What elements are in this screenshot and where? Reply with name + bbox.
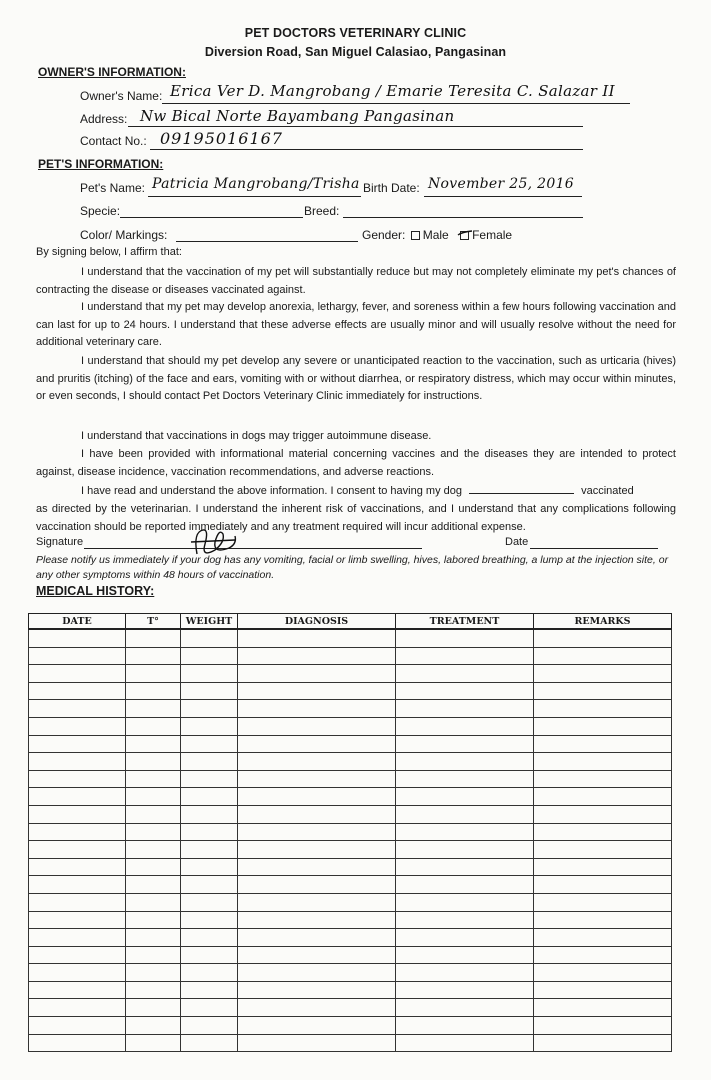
column-header-date: DATE bbox=[29, 614, 126, 630]
gender-label: Gender: bbox=[362, 228, 406, 242]
table-cell[interactable] bbox=[238, 1034, 396, 1052]
table-cell[interactable] bbox=[396, 876, 534, 894]
table-cell[interactable] bbox=[238, 964, 396, 982]
table-cell[interactable] bbox=[181, 893, 238, 911]
table-cell[interactable] bbox=[126, 929, 181, 947]
table-row bbox=[29, 665, 672, 683]
color-markings-line[interactable] bbox=[176, 241, 358, 242]
table-cell[interactable] bbox=[29, 717, 126, 735]
table-cell[interactable] bbox=[126, 805, 181, 823]
table-cell[interactable] bbox=[396, 788, 534, 806]
table-cell[interactable] bbox=[126, 788, 181, 806]
table-cell[interactable] bbox=[396, 717, 534, 735]
table-cell[interactable] bbox=[126, 893, 181, 911]
table-cell[interactable] bbox=[534, 629, 672, 647]
table-cell[interactable] bbox=[126, 770, 181, 788]
checkmark-icon bbox=[457, 229, 473, 239]
table-cell[interactable] bbox=[181, 647, 238, 665]
consent-paragraph-3 bbox=[36, 353, 676, 406]
table-cell[interactable] bbox=[29, 929, 126, 947]
table-cell[interactable] bbox=[29, 753, 126, 771]
signature-label: Signature bbox=[36, 536, 84, 548]
date-line[interactable] bbox=[530, 548, 658, 549]
table-cell[interactable] bbox=[238, 929, 396, 947]
specie-line[interactable] bbox=[120, 217, 303, 218]
table-cell[interactable] bbox=[238, 805, 396, 823]
table-cell[interactable] bbox=[534, 665, 672, 683]
table-row bbox=[29, 753, 672, 771]
table-cell[interactable] bbox=[396, 1017, 534, 1035]
table-cell[interactable] bbox=[126, 735, 181, 753]
table-cell[interactable] bbox=[181, 999, 238, 1017]
clinic-name: PET DOCTORS VETERINARY CLINIC bbox=[244, 26, 467, 40]
table-cell[interactable] bbox=[126, 946, 181, 964]
table-cell[interactable] bbox=[534, 700, 672, 718]
color-markings-label: Color/ Markings: bbox=[80, 228, 168, 242]
medical-history-table bbox=[28, 613, 672, 1052]
consent-paragraph-6 bbox=[36, 483, 676, 501]
table-row bbox=[29, 647, 672, 665]
table-cell[interactable] bbox=[29, 841, 126, 859]
table-cell[interactable] bbox=[396, 665, 534, 683]
birth-date-line bbox=[424, 196, 582, 197]
table-cell[interactable] bbox=[181, 964, 238, 982]
table-cell[interactable] bbox=[181, 1034, 238, 1052]
table-cell[interactable] bbox=[238, 823, 396, 841]
consent-text-2: I understand that my pet may develop anorexia, lethargy, fever, and soreness within a few hours following vaccination and can last for up to 24 hours. I understand that these adverse effects are usually minor and will usually resolve without the need for additional veterinary care. bbox=[36, 301, 676, 348]
table-cell[interactable] bbox=[126, 911, 181, 929]
table-header-row bbox=[29, 614, 672, 630]
table-cell[interactable] bbox=[126, 1017, 181, 1035]
table-row bbox=[29, 735, 672, 753]
table-cell[interactable] bbox=[534, 893, 672, 911]
owner-name-line bbox=[162, 103, 630, 104]
consent-paragraph-1 bbox=[36, 264, 676, 299]
dog-name-line[interactable] bbox=[469, 483, 574, 494]
table-cell[interactable] bbox=[126, 999, 181, 1017]
address-line bbox=[128, 126, 583, 127]
consent-text-1: I understand that the vaccination of my pet will substantially reduce but may not completely eliminate my pet's chances of contracting the disease or diseases vaccinated against. bbox=[36, 266, 676, 296]
table-cell[interactable] bbox=[29, 770, 126, 788]
table-row bbox=[29, 946, 672, 964]
table-row bbox=[29, 770, 672, 788]
table-cell[interactable] bbox=[396, 753, 534, 771]
pet-name-label: Pet's Name: bbox=[80, 181, 145, 195]
contact-value[interactable]: 09195016167 bbox=[160, 129, 283, 148]
table-row bbox=[29, 788, 672, 806]
table-cell[interactable] bbox=[29, 682, 126, 700]
table-row bbox=[29, 841, 672, 859]
table-row bbox=[29, 717, 672, 735]
signature-line[interactable] bbox=[84, 548, 422, 549]
medical-history-rows bbox=[29, 629, 672, 1052]
table-cell[interactable] bbox=[534, 717, 672, 735]
contact-line bbox=[150, 149, 583, 150]
table-cell[interactable] bbox=[181, 753, 238, 771]
table-row bbox=[29, 1017, 672, 1035]
table-cell[interactable] bbox=[534, 753, 672, 771]
consent-text-3: I understand that should my pet develop any severe or unanticipated reaction to the vaccination, such as urticaria (hives) and pruritis (itching) of the face and ears, vomiting with or without diarrhea, or respiratory distress, which may occur within minutes, or even seconds, I should contact Pet Doctors Veterinary Clinic immediately for instructions. bbox=[36, 355, 676, 402]
table-cell[interactable] bbox=[534, 946, 672, 964]
table-cell[interactable] bbox=[534, 788, 672, 806]
table-cell[interactable] bbox=[534, 805, 672, 823]
column-header-weight: WEIGHT bbox=[181, 614, 238, 630]
consent-paragraph-5 bbox=[36, 446, 676, 481]
table-cell[interactable] bbox=[29, 1034, 126, 1052]
table-cell[interactable] bbox=[29, 911, 126, 929]
table-cell[interactable] bbox=[29, 788, 126, 806]
table-cell[interactable] bbox=[126, 647, 181, 665]
table-cell[interactable] bbox=[126, 823, 181, 841]
table-row bbox=[29, 981, 672, 999]
table-cell[interactable] bbox=[29, 858, 126, 876]
female-label: Female bbox=[472, 228, 513, 242]
table-cell[interactable] bbox=[181, 911, 238, 929]
table-cell[interactable] bbox=[181, 946, 238, 964]
consent-paragraph-2 bbox=[36, 299, 676, 352]
table-cell[interactable] bbox=[534, 841, 672, 859]
table-cell[interactable] bbox=[29, 735, 126, 753]
table-cell[interactable] bbox=[181, 665, 238, 683]
clinic-address: Diversion Road, San Miguel Calasiao, Pangasinan bbox=[204, 45, 507, 59]
table-cell[interactable] bbox=[238, 788, 396, 806]
table-cell[interactable] bbox=[534, 1034, 672, 1052]
table-cell[interactable] bbox=[396, 946, 534, 964]
table-cell[interactable] bbox=[29, 665, 126, 683]
table-cell[interactable] bbox=[181, 770, 238, 788]
table-cell[interactable] bbox=[126, 629, 181, 647]
table-cell[interactable] bbox=[238, 717, 396, 735]
table-cell[interactable] bbox=[126, 717, 181, 735]
table-cell[interactable] bbox=[238, 770, 396, 788]
table-cell[interactable] bbox=[534, 911, 672, 929]
table-cell[interactable] bbox=[396, 770, 534, 788]
table-cell[interactable] bbox=[534, 770, 672, 788]
table-cell[interactable] bbox=[534, 981, 672, 999]
table-cell[interactable] bbox=[396, 700, 534, 718]
address-label: Address: bbox=[80, 112, 128, 126]
table-cell[interactable] bbox=[126, 1034, 181, 1052]
owner-name-value[interactable]: Erica Ver D. Mangrobang / Emarie Teresita C. Salazar II bbox=[170, 82, 615, 100]
contact-label: Contact No.: bbox=[80, 134, 147, 148]
table-cell[interactable] bbox=[238, 999, 396, 1017]
table-row bbox=[29, 929, 672, 947]
table-cell[interactable] bbox=[181, 805, 238, 823]
table-cell[interactable] bbox=[238, 665, 396, 683]
table-cell[interactable] bbox=[126, 981, 181, 999]
table-row bbox=[29, 823, 672, 841]
table-cell[interactable] bbox=[238, 629, 396, 647]
table-cell[interactable] bbox=[181, 929, 238, 947]
table-cell[interactable] bbox=[126, 858, 181, 876]
table-cell[interactable] bbox=[181, 700, 238, 718]
table-row bbox=[29, 876, 672, 894]
table-cell[interactable] bbox=[396, 858, 534, 876]
table-row bbox=[29, 964, 672, 982]
breed-line[interactable] bbox=[343, 217, 583, 218]
table-cell[interactable] bbox=[534, 682, 672, 700]
pet-section-title: PET'S INFORMATION: bbox=[38, 157, 164, 171]
column-header-diagnosis: DIAGNOSIS bbox=[238, 614, 396, 630]
table-cell[interactable] bbox=[29, 700, 126, 718]
table-cell[interactable] bbox=[534, 999, 672, 1017]
owner-section-title: OWNER'S INFORMATION: bbox=[38, 65, 186, 79]
table-cell[interactable] bbox=[396, 964, 534, 982]
table-cell[interactable] bbox=[534, 858, 672, 876]
table-cell[interactable] bbox=[238, 981, 396, 999]
table-cell[interactable] bbox=[181, 735, 238, 753]
table-cell[interactable] bbox=[238, 1017, 396, 1035]
table-row bbox=[29, 1034, 672, 1052]
table-cell[interactable] bbox=[238, 858, 396, 876]
pet-name-line bbox=[148, 196, 361, 197]
birth-date-value[interactable]: November 25, 2016 bbox=[428, 176, 574, 192]
table-cell[interactable] bbox=[238, 700, 396, 718]
table-cell[interactable] bbox=[396, 981, 534, 999]
table-cell[interactable] bbox=[534, 929, 672, 947]
table-cell[interactable] bbox=[126, 876, 181, 894]
pet-name-value[interactable]: Patricia Mangrobang/Trisha bbox=[152, 176, 360, 192]
notification-note: Please notify us immediately if your dog has any vomiting, facial or limb swelling, hives, labored breathing, a lump at the injection site, or any other symptoms within 48 hours of vaccination. bbox=[36, 554, 669, 581]
table-cell[interactable] bbox=[238, 876, 396, 894]
owner-name-label: Owner's Name: bbox=[80, 89, 163, 103]
column-header-temperature: T° bbox=[126, 614, 181, 630]
table-cell[interactable] bbox=[396, 805, 534, 823]
table-cell[interactable] bbox=[29, 999, 126, 1017]
table-cell[interactable] bbox=[181, 858, 238, 876]
table-cell[interactable] bbox=[238, 682, 396, 700]
consent-text-6b: vaccinated bbox=[581, 485, 634, 497]
table-row bbox=[29, 682, 672, 700]
table-row bbox=[29, 700, 672, 718]
table-cell[interactable] bbox=[238, 753, 396, 771]
male-checkbox[interactable] bbox=[411, 231, 420, 240]
table-cell[interactable] bbox=[238, 946, 396, 964]
table-cell[interactable] bbox=[29, 876, 126, 894]
table-cell[interactable] bbox=[29, 981, 126, 999]
table-cell[interactable] bbox=[396, 629, 534, 647]
table-cell[interactable] bbox=[181, 876, 238, 894]
consent-text-6a: I have read and understand the above information. I consent to having my dog bbox=[81, 485, 462, 497]
table-cell[interactable] bbox=[534, 876, 672, 894]
consent-intro: By signing below, I affirm that: bbox=[36, 246, 182, 258]
table-cell[interactable] bbox=[181, 629, 238, 647]
table-cell[interactable] bbox=[181, 1017, 238, 1035]
table-cell[interactable] bbox=[181, 823, 238, 841]
birth-date-label: Birth Date: bbox=[363, 181, 420, 195]
table-cell[interactable] bbox=[181, 717, 238, 735]
table-cell[interactable] bbox=[534, 823, 672, 841]
table-row bbox=[29, 911, 672, 929]
table-cell[interactable] bbox=[238, 647, 396, 665]
table-cell[interactable] bbox=[126, 964, 181, 982]
medical-history-title: MEDICAL HISTORY: bbox=[36, 584, 155, 598]
table-row bbox=[29, 858, 672, 876]
breed-label: Breed: bbox=[304, 204, 340, 218]
table-cell[interactable] bbox=[181, 682, 238, 700]
table-cell[interactable] bbox=[396, 893, 534, 911]
table-cell[interactable] bbox=[126, 682, 181, 700]
column-header-treatment: TREATMENT bbox=[396, 614, 534, 630]
table-cell[interactable] bbox=[29, 964, 126, 982]
table-row bbox=[29, 805, 672, 823]
table-cell[interactable] bbox=[126, 665, 181, 683]
male-label: Male bbox=[422, 228, 449, 242]
consent-text-7: as directed by the veterinarian. I understand the inherent risk of vaccinations, and I understand that any complications following vaccination should be reported immediately and any treatment required will incur additional expense. bbox=[36, 503, 676, 533]
table-cell[interactable] bbox=[29, 823, 126, 841]
table-cell[interactable] bbox=[396, 647, 534, 665]
table-cell[interactable] bbox=[181, 788, 238, 806]
table-cell[interactable] bbox=[396, 682, 534, 700]
table-cell[interactable] bbox=[534, 735, 672, 753]
table-cell[interactable] bbox=[29, 1017, 126, 1035]
table-cell[interactable] bbox=[396, 929, 534, 947]
table-cell[interactable] bbox=[396, 841, 534, 859]
consent-text-5: I have been provided with informational material concerning vaccines and the diseases they are intended to protect against, disease incidence, vaccination recommendations, and adverse reactions. bbox=[36, 448, 676, 478]
table-cell[interactable] bbox=[29, 805, 126, 823]
consent-text-4: I understand that vaccinations in dogs may trigger autoimmune disease. bbox=[81, 430, 432, 442]
table-cell[interactable] bbox=[238, 735, 396, 753]
table-cell[interactable] bbox=[29, 893, 126, 911]
table-cell[interactable] bbox=[396, 911, 534, 929]
table-cell[interactable] bbox=[29, 647, 126, 665]
table-row bbox=[29, 999, 672, 1017]
date-label: Date bbox=[505, 536, 529, 548]
table-cell[interactable] bbox=[396, 999, 534, 1017]
table-cell[interactable] bbox=[126, 753, 181, 771]
column-header-remarks: REMARKS bbox=[534, 614, 672, 630]
table-cell[interactable] bbox=[29, 629, 126, 647]
table-cell[interactable] bbox=[396, 735, 534, 753]
table-cell[interactable] bbox=[534, 647, 672, 665]
table-cell[interactable] bbox=[534, 964, 672, 982]
female-checkbox[interactable] bbox=[460, 231, 469, 240]
table-cell[interactable] bbox=[181, 981, 238, 999]
table-cell[interactable] bbox=[396, 1034, 534, 1052]
table-cell[interactable] bbox=[126, 841, 181, 859]
table-row bbox=[29, 629, 672, 647]
table-cell[interactable] bbox=[29, 946, 126, 964]
table-cell[interactable] bbox=[181, 841, 238, 859]
table-cell[interactable] bbox=[238, 841, 396, 859]
table-cell[interactable] bbox=[396, 823, 534, 841]
table-row bbox=[29, 893, 672, 911]
table-cell[interactable] bbox=[126, 700, 181, 718]
address-value[interactable]: Nw Bical Norte Bayambang Pangasinan bbox=[140, 107, 455, 125]
specie-label: Specie: bbox=[80, 204, 121, 218]
gender-field bbox=[362, 228, 512, 242]
consent-paragraph-4 bbox=[36, 428, 676, 446]
consent-paragraph-7 bbox=[36, 501, 676, 536]
table-cell[interactable] bbox=[238, 911, 396, 929]
table-cell[interactable] bbox=[534, 1017, 672, 1035]
table-cell[interactable] bbox=[238, 893, 396, 911]
